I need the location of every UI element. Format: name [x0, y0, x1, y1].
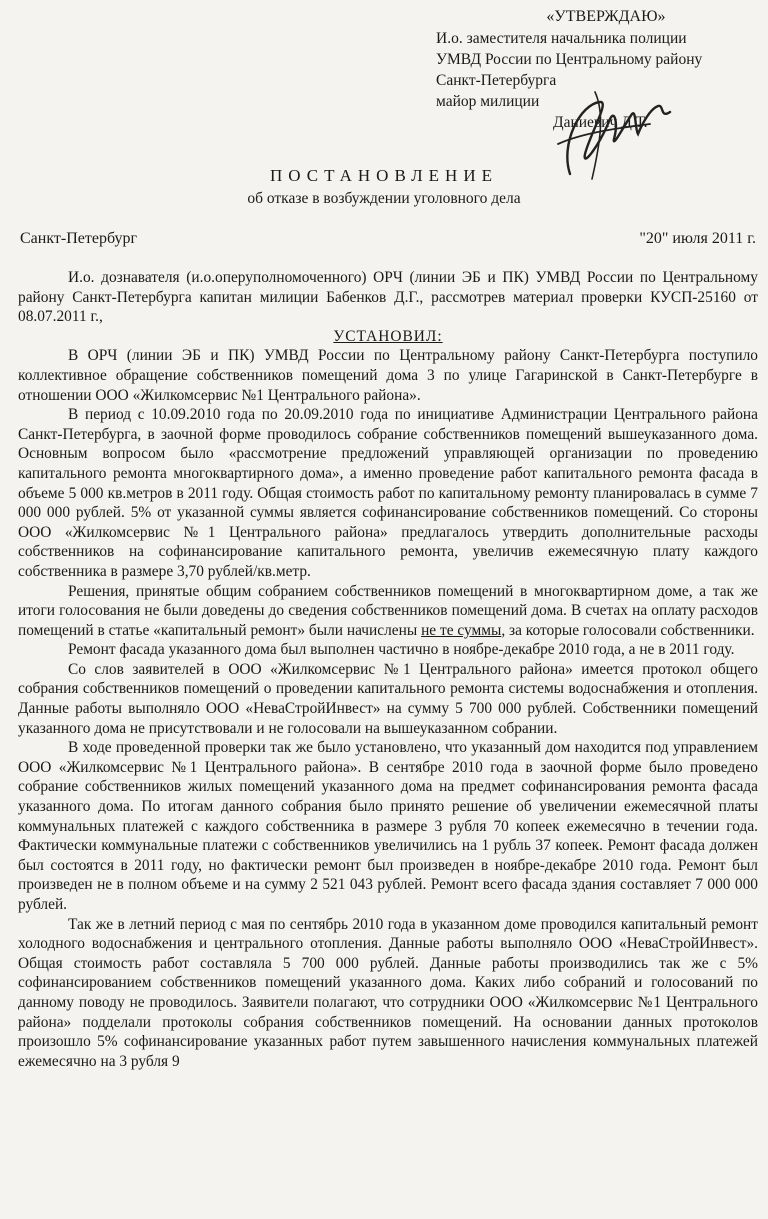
- intro-paragraph: И.о. дознавателя (и.о.оперуполномоченного) ОРЧ (линии ЭБ и ПК) УМВД России по Центральному району Санкт-Петербурга капитан милиции Бабенков Д.Г., рассмотрев материал проверки КУСП-25160 от 08.07.2011 г.,: [18, 269, 758, 326]
- document-date: "20" июля 2011 г.: [639, 230, 756, 247]
- document-place: Санкт-Петербург: [20, 230, 138, 247]
- document-body: [18, 268, 758, 1071]
- paragraph-6: В ходе проведенной проверки так же было установлено, что указанный дом находится под управлением ООО «Жилкомсервис №1 Центрального района». В сентябре 2010 года в заочной форме было проведено собрание собственников жилых помещений указанного дома на предмет софинансирования ремонта фасада указанного дома. По итогам данного собрания было принято решение об увеличении ежемесячной платы коммунальных платежей с каждого собственника в размере 3 рубля 70 копеек ежемесячно в течении года. Фактически коммунальные платежи с собственников увеличились на 1 рубль 37 копеек. Ремонт фасада должен был состоятся в 2011 году, но фактически ремонт был произведен в ноябре-декабре 2010 года. Ремонт был произведен не в полном объеме и на сумму 2 521 043 рублей. Ремонт всего фасада здания составляет 7 000 000 рублей.: [18, 739, 758, 913]
- paragraph-7: Так же в летний период с мая по сентябрь 2010 года в указанном доме проводился капитальный ремонт холодного водоснабжения и центрального отопления. Данные работы выполняло ООО «НеваСтройИнвест». Общая стоимость работ составляла 5 700 000 рублей. Данные работы производились так же с 5% софинансированием собственников помещений указанного дома. Каких либо собраний и голосований по данному поводу не проводилось. Заявители полагают, что сотрудники ООО «Жилкомсервис №1 Центрального района» подделали протоколы собрания собственников помещений. На основании данных протоколов произошло 5% софинансирование указанных работ путем завышенного начисления коммунальных платежей ежемесячно на 3 рубля 9: [18, 915, 758, 1070]
- established-heading: УСТАНОВИЛ:: [333, 327, 443, 345]
- approval-line-3: Санкт-Петербурга: [436, 72, 557, 89]
- document-title: ПОСТАНОВЛЕНИЕ: [269, 166, 498, 185]
- approval-signer: Даниевич Д.Т.: [553, 114, 648, 131]
- paragraph-5: Со слов заявителей в ООО «Жилкомсервис №1 Центрального района» имеется протокол общего собрания собственников помещений о проведении капитального ремонта системы водоснабжения и отопления. Данные работы выполняло ООО «НеваСтройИнвест» на сумму 5 700 000 рублей. Собственники помещений указанного дома не присутствовали и не голосовали на вышеуказанном собрании.: [18, 660, 758, 737]
- approval-line-4: майор милиции: [436, 93, 540, 110]
- approval-line-2: УМВД России по Центральному району: [436, 51, 703, 68]
- document-subtitle: об отказе в возбуждении уголовного дела: [247, 190, 521, 207]
- paragraph-3-end: , за которые голосовали собственники.: [501, 621, 755, 639]
- paragraph-4: Ремонт фасада указанного дома был выполнен частично в ноябре-декабре 2010 года, а не в 2011 году.: [68, 641, 735, 659]
- approval-heading: «УТВЕРЖДАЮ»: [546, 8, 666, 25]
- paragraph-1: В ОРЧ (линии ЭБ и ПК) УМВД России по Центральному району Санкт-Петербурга поступило коллективное обращение собственников помещений дома 3 по улице Гагаринской в Санкт-Петербурге в отношении ООО «Жилкомсервис №1 Центрального района».: [18, 347, 758, 404]
- paragraph-3-start: Решения, принятые общим собранием собственников помещений в многоквартирном доме, а так же итоги голосования не были доведены до сведения собственников помещений дома. В счетах на оплату расходов помещений в статье «капитальный ремонт» были начислены: [18, 582, 758, 639]
- approval-line-1: И.о. заместителя начальника полиции: [436, 30, 687, 47]
- paragraph-3-underlined: не те суммы: [421, 621, 502, 639]
- paragraph-2: В период с 10.09.2010 года по 20.09.2010 года по инициативе Администрации Центрального района Санкт-Петербурга, в заочной форме проводилось собрание собственников помещений вышеуказанного дома. Основным вопросом было «рассмотрение предложений управляющей организации по проведению капитального ремонта многоквартирного дома», а именно проведение работ капитального ремонта фасада в объеме 5 000 кв.метров в 2011 году. Общая стоимость работ по капитальному ремонту планировалась в сумме 7 000 000 рублей. 5% от указанной суммы является софинансирование собственников помещений. Со стороны ООО «Жилкомсервис №1 Центрального района» предлагалось утвердить дополнительные расходы собственников на софинансирование капитального ремонта, увеличив ежемесячную плату каждого собственника в размере 3,70 рублей/кв.метр.: [18, 406, 758, 580]
- paragraph-3: [18, 582, 758, 641]
